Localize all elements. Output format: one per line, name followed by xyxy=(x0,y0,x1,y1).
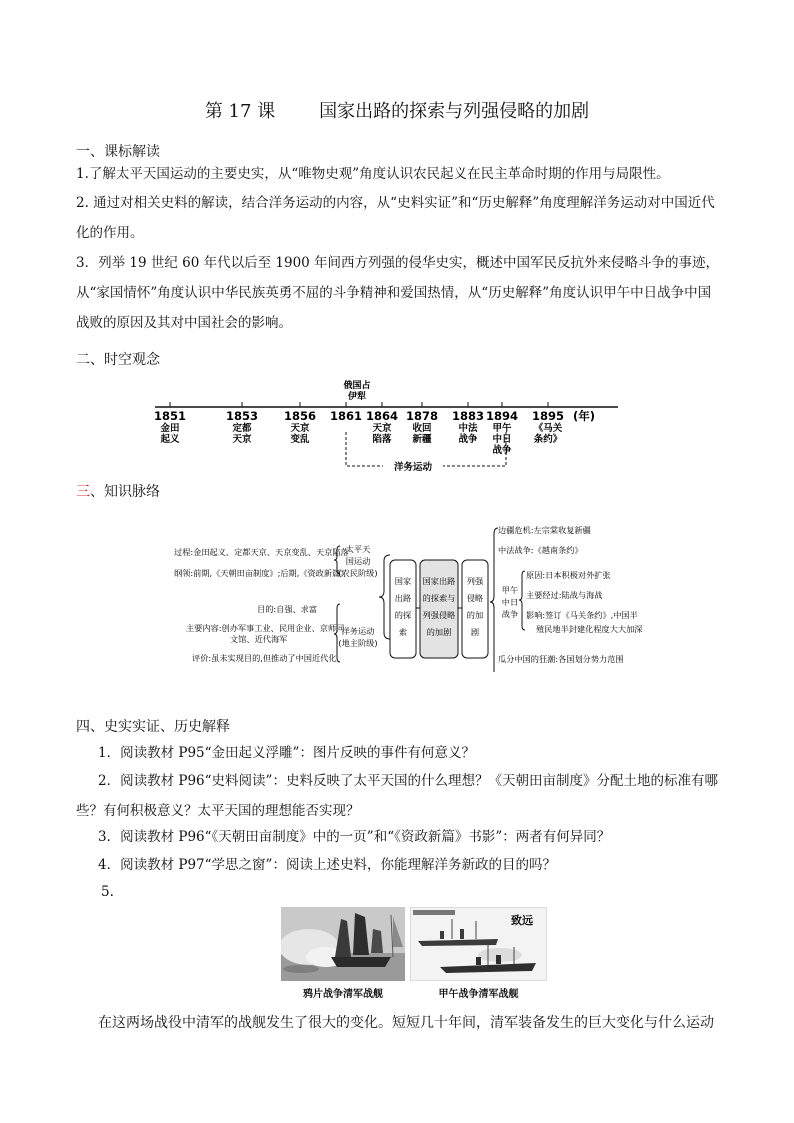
photo-caption-opium: 鸦片战争清军战舰 xyxy=(303,989,383,1000)
page-title xyxy=(0,97,794,123)
yangwu-label: 洋务运动(地主阶级) xyxy=(338,626,378,648)
mindmap-center-label: 国家出路的探索与列强侵略的加剧 xyxy=(422,576,456,637)
timeline-year: (年) xyxy=(572,409,596,423)
timeline-event: 金田起义 xyxy=(160,423,180,445)
timeline-year: 1878 xyxy=(405,409,439,423)
jiawu-process: 主要经过:陆战与海战 xyxy=(526,590,603,600)
timeline-year: 1895 xyxy=(531,409,565,423)
timeline-year: 1856 xyxy=(283,409,317,423)
timeline-event: 天京变乱 xyxy=(290,423,310,445)
question-5: 5. xyxy=(101,884,114,900)
lesson-topic: 国家出路的探索与列强侵略的加剧 xyxy=(319,101,590,122)
yangwu-content-2: 文馆、近代海军 xyxy=(230,634,288,644)
timeline-year: 1894 xyxy=(485,409,519,423)
timeline-event: 甲午中日战争 xyxy=(492,423,512,456)
timeline-event: 定都天京 xyxy=(232,423,252,445)
jiawu-war-ship-photo xyxy=(410,907,547,981)
taiping-label: 太平天国运动(农民阶级) xyxy=(338,544,378,578)
timeline-year: 1864 xyxy=(365,409,399,423)
timeline-event: 天京陷落 xyxy=(372,423,392,445)
jiawu-label: 甲午中日战争 xyxy=(501,585,519,619)
yangwu-purpose: 目的:自强、求富 xyxy=(257,604,318,614)
timeline-bracket-label: 洋务运动 xyxy=(393,462,433,473)
photo-caption-jiawu: 甲午战争清军战舰 xyxy=(438,989,519,1000)
question-4: 4．阅读教材 P97“学思之窗”：阅读上述史料，你能理解洋务新政的目的吗？ xyxy=(98,857,556,873)
jiawu-impact-2: 殖民地半封建化程度大大加深 xyxy=(536,624,643,634)
timeline-event: 《马关条约》 xyxy=(533,423,563,445)
closing-paragraph: 在这两场战役中清军的战舰发生了很大的变化。短短几十年间，清军装备发生的巨大变化与什么运动 xyxy=(98,1015,714,1031)
question-3: 3．阅读教材 P96“《天朝田亩制度》中的一页”和“《资政新篇》书影”：两者有何异同？ xyxy=(98,829,611,845)
timeline-event: 中法战争 xyxy=(458,423,478,445)
photo-corner-text: 致远 xyxy=(511,914,533,927)
knowledge-mindmap xyxy=(168,520,648,672)
question-2: 2．阅读教材 P96“史料阅读”：史料反映了太平天国的什么理想？《天朝田亩制度》分配土地的标准有哪些？有何积极意义？太平天国的理想能否实现？ xyxy=(76,773,718,819)
section-heading-text: 、知识脉络 xyxy=(90,484,160,500)
timeline-year: 1853 xyxy=(225,409,259,423)
sino-french-war: 中法战争:《越南条约》 xyxy=(498,545,583,555)
jiawu-cause: 原因:日本积极对外扩张 xyxy=(526,570,611,580)
timeline-above-label: 俄国占伊犁 xyxy=(343,381,371,402)
opium-war-ship-photo xyxy=(281,907,405,981)
curriculum-item-3: 3．列举 19 世纪 60 年代以后至 1900 年间西方列强的侵华史实，概述中国军民反抗外来侵略斗争的事迹，从“家国情怀”角度认识中华民族英勇不屈的斗争精神和爱国热情，从“历史解释”角度认识甲午中日战争中国战败的原因及其对中国社会的影响。 xyxy=(76,255,720,331)
partition-frenzy: 瓜分中国的狂潮:各国划分势力范围 xyxy=(498,654,624,664)
timeline-year: 1851 xyxy=(153,409,187,423)
jiawu-impact-1: 影响:签订《马关条约》,中国半 xyxy=(526,610,638,620)
question-1: 1．阅读教材 P95“金田起义浮雕”：图片反映的事件有何意义？ xyxy=(98,745,475,761)
timeline-figure xyxy=(150,376,630,476)
yangwu-evaluation: 评价:虽未实现目的,但推动了中国近代化 xyxy=(192,653,337,663)
timeline-event: 收回新疆 xyxy=(412,423,432,445)
section-heading-curriculum: 一、课标解读 xyxy=(76,144,160,160)
timeline-year: 1861 xyxy=(329,409,363,423)
branch-right-label: 列强侵略的加剧 xyxy=(466,576,484,637)
section-heading-knowledge xyxy=(76,481,160,501)
taiping-program: 纲领:前期,《天朝田亩制度》;后期,《资政新篇》 xyxy=(174,568,349,578)
curriculum-item-1: 1.了解太平天国运动的主要史实，从“唯物史观”角度认识农民起义在民主革命时期的作用与局限性。 xyxy=(76,166,670,182)
section-heading-evidence: 四、史实实证、历史解释 xyxy=(76,719,230,735)
branch-left-label: 国家出路的探索 xyxy=(394,576,412,637)
border-crisis: 边疆危机:左宗棠收复新疆 xyxy=(498,525,591,535)
timeline-year: 1883 xyxy=(451,409,485,423)
section-heading-timespace: 二、时空观念 xyxy=(76,352,160,368)
curriculum-item-2: 2. 通过对相关史料的解读，结合洋务运动的内容，从“史料实证”和“历史解释”角度理解洋务运动对中国近代化的作用。 xyxy=(76,195,715,241)
section-number: 三 xyxy=(76,484,90,500)
lesson-number: 第 17 课 xyxy=(204,101,276,122)
taiping-process: 过程:金田起义、定都天京、天京变乱、天京陷落 xyxy=(174,547,349,557)
yangwu-content-1: 主要内容:创办军事工业、民用企业、京师同 xyxy=(186,623,345,633)
